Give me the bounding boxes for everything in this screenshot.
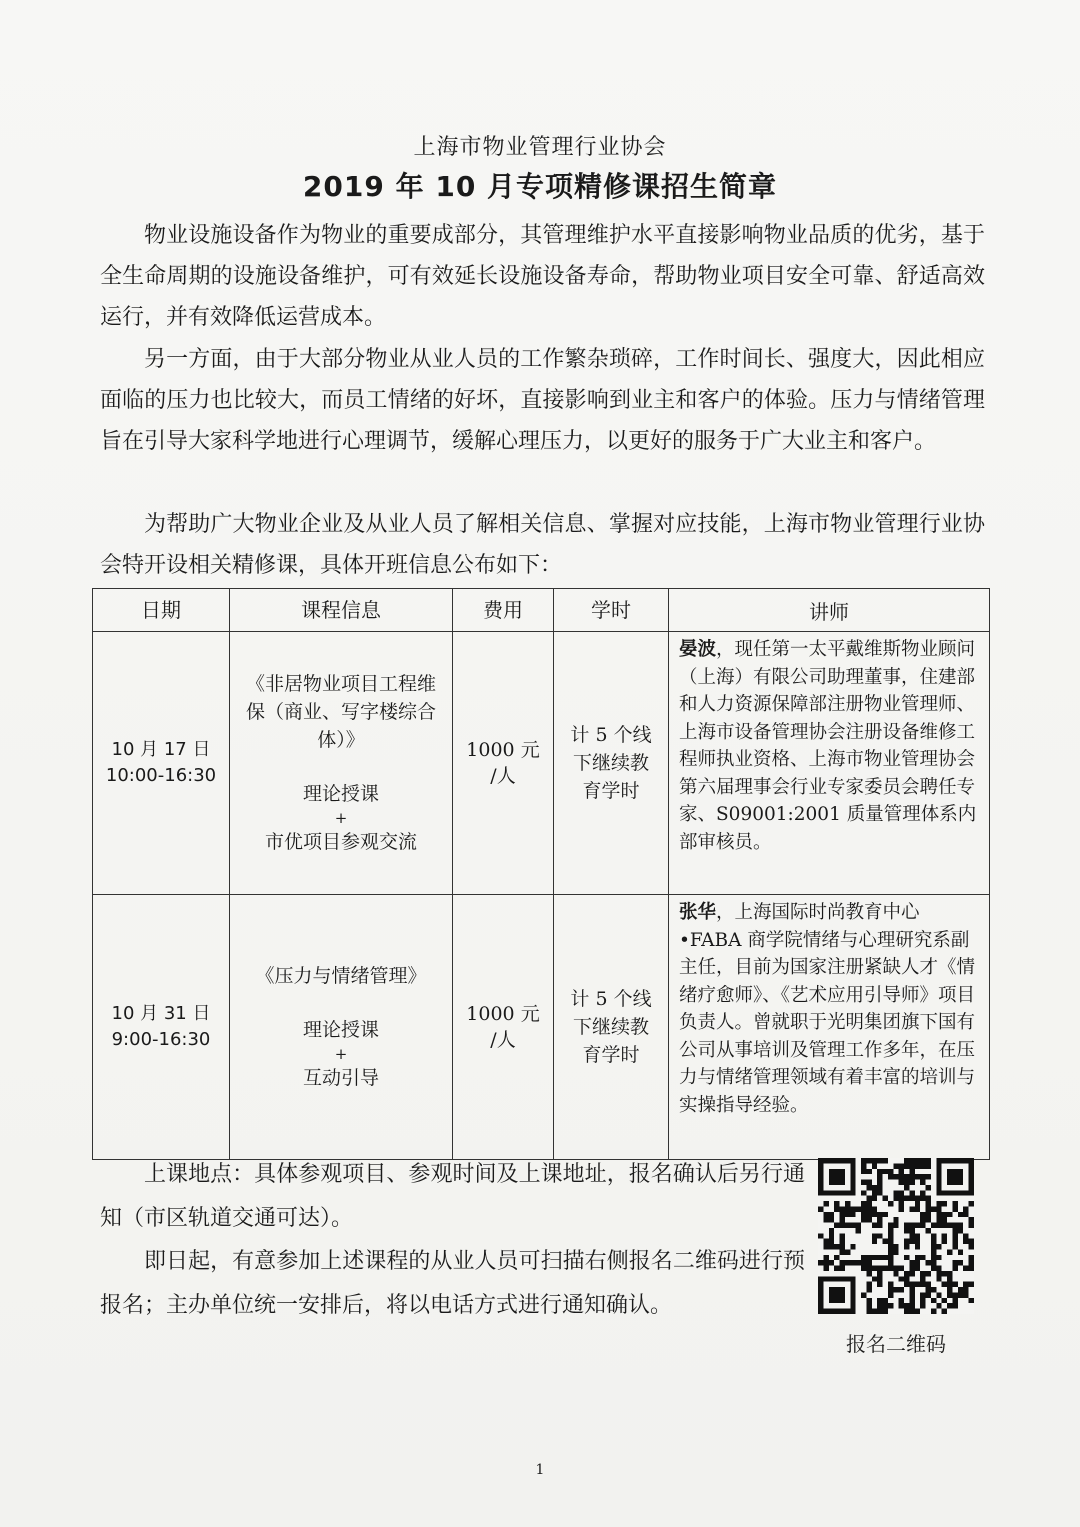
course-format-b: 互动引导 [302, 1067, 379, 1089]
course-date: 10 月 17 日 [111, 739, 211, 760]
course-table [92, 588, 990, 1160]
course-date-cell [93, 632, 230, 895]
teacher-bio: ，现任第一太平戴维斯物业顾问（上海）有限公司助理董事，住建部和人力资源保障部注册物业管理师、上海市设备管理协会注册设备维修工程师执业资格、上海市物业管理协会第六届理事会行业专家委员会聘任专家、S09001:2001 质量管理体系内部审核员。 [679, 639, 977, 853]
course-fee: 1000 元 /人 [453, 632, 554, 895]
signup-paragraph: 即日起，有意参加上述课程的从业人员可扫描右侧报名二维码进行预报名；主办单位统一安排后，将以电话方式进行通知确认。 [100, 1249, 805, 1318]
course-date: 10 月 31 日 [111, 1003, 211, 1024]
course-date-cell [93, 895, 230, 1160]
course-title: 《压力与情绪管理》 [255, 965, 427, 987]
table-header-row [93, 589, 990, 632]
course-info-cell [230, 632, 453, 895]
course-format-b: 市优项目参观交流 [264, 831, 417, 853]
table-row [93, 632, 990, 895]
qr-code-icon[interactable] [818, 1158, 974, 1314]
header-date: 日期 [93, 589, 230, 632]
organization-name: 上海市物业管理行业协会 [413, 135, 667, 160]
course-time: 10:00-16:30 [105, 765, 217, 786]
course-title: 《非居物业项目工程维保（商业、写字楼综合体）》 [245, 673, 436, 751]
course-fee: 1000 元 /人 [453, 895, 554, 1160]
header-course: 课程信息 [230, 589, 453, 632]
course-info-cell [230, 895, 453, 1160]
course-format-a: 理论授课 [302, 1019, 379, 1041]
teacher-bio: ，上海国际时尚教育中心 •FABA 商学院情绪与心理研究系副主任，目前为国家注册紧缺人才《情绪疗愈师》、《艺术应用引导师》项目负责人。曾就职于光明集团旗下国有公司从事培训及管理工作多年，在压力与情绪管理领域有着丰富的培训与实操指导经验。 [679, 902, 976, 1116]
course-time: 9:00-16:30 [111, 1029, 211, 1050]
header-hours: 学时 [554, 589, 669, 632]
header-fee: 费用 [453, 589, 554, 632]
qr-caption: 报名二维码 [846, 1332, 946, 1356]
teacher-cell [669, 895, 990, 1160]
location-paragraph: 上课地点：具体参观项目、参观时间及上课地址，报名确认后另行通知（市区轨道交通可达）。 [100, 1162, 805, 1231]
teacher-name: 张华 [679, 902, 717, 923]
course-hours: 计 5 个线下继续教育学时 [554, 632, 669, 895]
course-hours: 计 5 个线下继续教育学时 [554, 895, 669, 1160]
intro-paragraph-2: 另一方面，由于大部分物业从业人员的工作繁杂琐碎，工作时间长、强度大，因此相应面临的压力也比较大，而员工情绪的好坏，直接影响到业主和客户的体验。压力与情绪管理旨在引导大家科学地进行心理调节，缓解心理压力，以更好的服务于广大业主和客户。 [100, 347, 985, 454]
course-plus: + [334, 809, 348, 827]
teacher-name: 晏波 [679, 639, 717, 660]
teacher-cell [669, 632, 990, 895]
page-number: 1 [535, 1462, 545, 1478]
header-teacher: 讲师 [669, 589, 990, 632]
table-row [93, 895, 990, 1160]
intro-paragraph-1: 物业设施设备作为物业的重要成部分，其管理维护水平直接影响物业品质的优劣，基于全生命周期的设施设备维护，可有效延长设施设备寿命，帮助物业项目安全可靠、舒适高效运行，并有效降低运营成本。 [100, 223, 985, 330]
document-title: 2019 年 10 月专项精修课招生简章 [302, 170, 778, 203]
intro-paragraph-3: 为帮助广大物业企业及从业人员了解相关信息、掌握对应技能，上海市物业管理行业协会特开设相关精修课，具体开班信息公布如下： [100, 512, 985, 578]
course-plus: + [334, 1045, 348, 1063]
course-format-a: 理论授课 [302, 783, 379, 805]
